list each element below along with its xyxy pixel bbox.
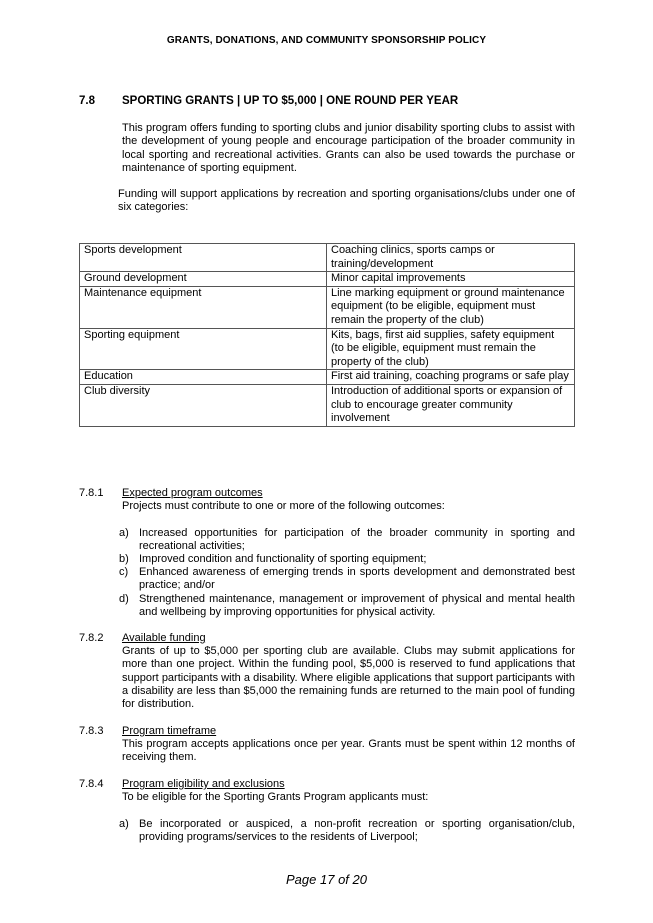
- table-row: [80, 244, 575, 272]
- category-name: Club diversity: [80, 384, 327, 426]
- categories-table: [79, 243, 575, 427]
- section-title: SPORTING GRANTS | UP TO $5,000 | ONE ROUND PER YEAR: [122, 95, 459, 107]
- category-description: Coaching clinics, sports camps or training/development: [327, 244, 575, 272]
- table-row: [80, 370, 575, 385]
- list-item: Increased opportunities for participation of the broader community in sporting and recreational activities;: [139, 527, 575, 553]
- list-item: Enhanced awareness of emerging trends in sports development and demonstrated best practice; and/or: [139, 566, 575, 592]
- table-row: [80, 286, 575, 328]
- page-label: Page: [285, 872, 317, 887]
- document-header: GRANTS, DONATIONS, AND COMMUNITY SPONSORSHIP POLICY: [166, 35, 487, 46]
- subsection-body: Projects must contribute to one or more of the following outcomes:: [122, 500, 445, 512]
- category-description: Minor capital improvements: [327, 272, 575, 287]
- page-of-label: of: [338, 872, 349, 887]
- category-name: Maintenance equipment: [80, 286, 327, 328]
- category-name: Sports development: [80, 244, 327, 272]
- category-name: Ground development: [80, 272, 327, 287]
- list-item-label: a): [119, 818, 129, 830]
- list-item-label: c): [119, 566, 129, 578]
- list-item: Improved condition and functionality of sporting equipment;: [139, 553, 427, 565]
- subsection-body: This program accepts applications once per year. Grants must be spent within 12 months of receiving them.: [122, 738, 575, 764]
- page-total: 20: [352, 872, 368, 887]
- table-row: [80, 384, 575, 426]
- list-item: Be incorporated or auspiced, a non-profit recreation or sporting organisation/club, providing programs/services to the residents of Liverpool;: [139, 818, 575, 844]
- intro-paragraph: This program offers funding to sporting clubs and junior disability sporting clubs to assist with the development of young people and encourage participation of the broader community in local sporting and recreational activities. Grants can also be used towards the purchase or maintenance of sporting equipment.: [122, 122, 575, 174]
- category-description: First aid training, coaching programs or safe play: [327, 370, 575, 385]
- subsection-title: Available funding: [122, 632, 206, 644]
- subsection-number: 7.8.4: [79, 778, 104, 790]
- list-item-label: b): [119, 553, 129, 565]
- subsection-number: 7.8.1: [79, 487, 104, 499]
- category-name: Education: [80, 370, 327, 385]
- subsection-title: Expected program outcomes: [122, 487, 263, 499]
- page-footer: [0, 872, 653, 887]
- funding-paragraph: Funding will support applications by recreation and sporting organisations/clubs under one of six categories:: [118, 188, 575, 214]
- subsection-title: Program eligibility and exclusions: [122, 778, 285, 790]
- table-row: [80, 272, 575, 287]
- subsection-body: To be eligible for the Sporting Grants Program applicants must:: [122, 791, 429, 803]
- subsection-number: 7.8.2: [79, 632, 104, 644]
- page-number: 17: [319, 872, 335, 887]
- list-item-label: a): [119, 527, 129, 539]
- list-item-label: d): [119, 593, 129, 605]
- category-description: Kits, bags, first aid supplies, safety equipment (to be eligible, equipment must remain the property of the club): [327, 328, 575, 370]
- category-description: Line marking equipment or ground maintenance equipment (to be eligible, equipment must remain the property of the club): [327, 286, 575, 328]
- table-row: [80, 328, 575, 370]
- section-number: 7.8: [79, 95, 95, 107]
- category-name: Sporting equipment: [80, 328, 327, 370]
- subsection-title: Program timeframe: [122, 725, 217, 737]
- list-item: Strengthened maintenance, management or improvement of physical and mental health and wellbeing by improving opportunities for physical activity.: [139, 593, 575, 619]
- subsection-body: Grants of up to $5,000 per sporting club are available. Clubs may submit applications for more than one project. Within the funding pool, $5,000 is reserved to fund applications that support participants with a disability. Where eligible applications that support participants with a disability are less than $5,000 the remaining funds are returned to the main pool of funding for distribution.: [122, 645, 575, 711]
- subsection-number: 7.8.3: [79, 725, 104, 737]
- category-description: Introduction of additional sports or expansion of club to encourage greater community involvement: [327, 384, 575, 426]
